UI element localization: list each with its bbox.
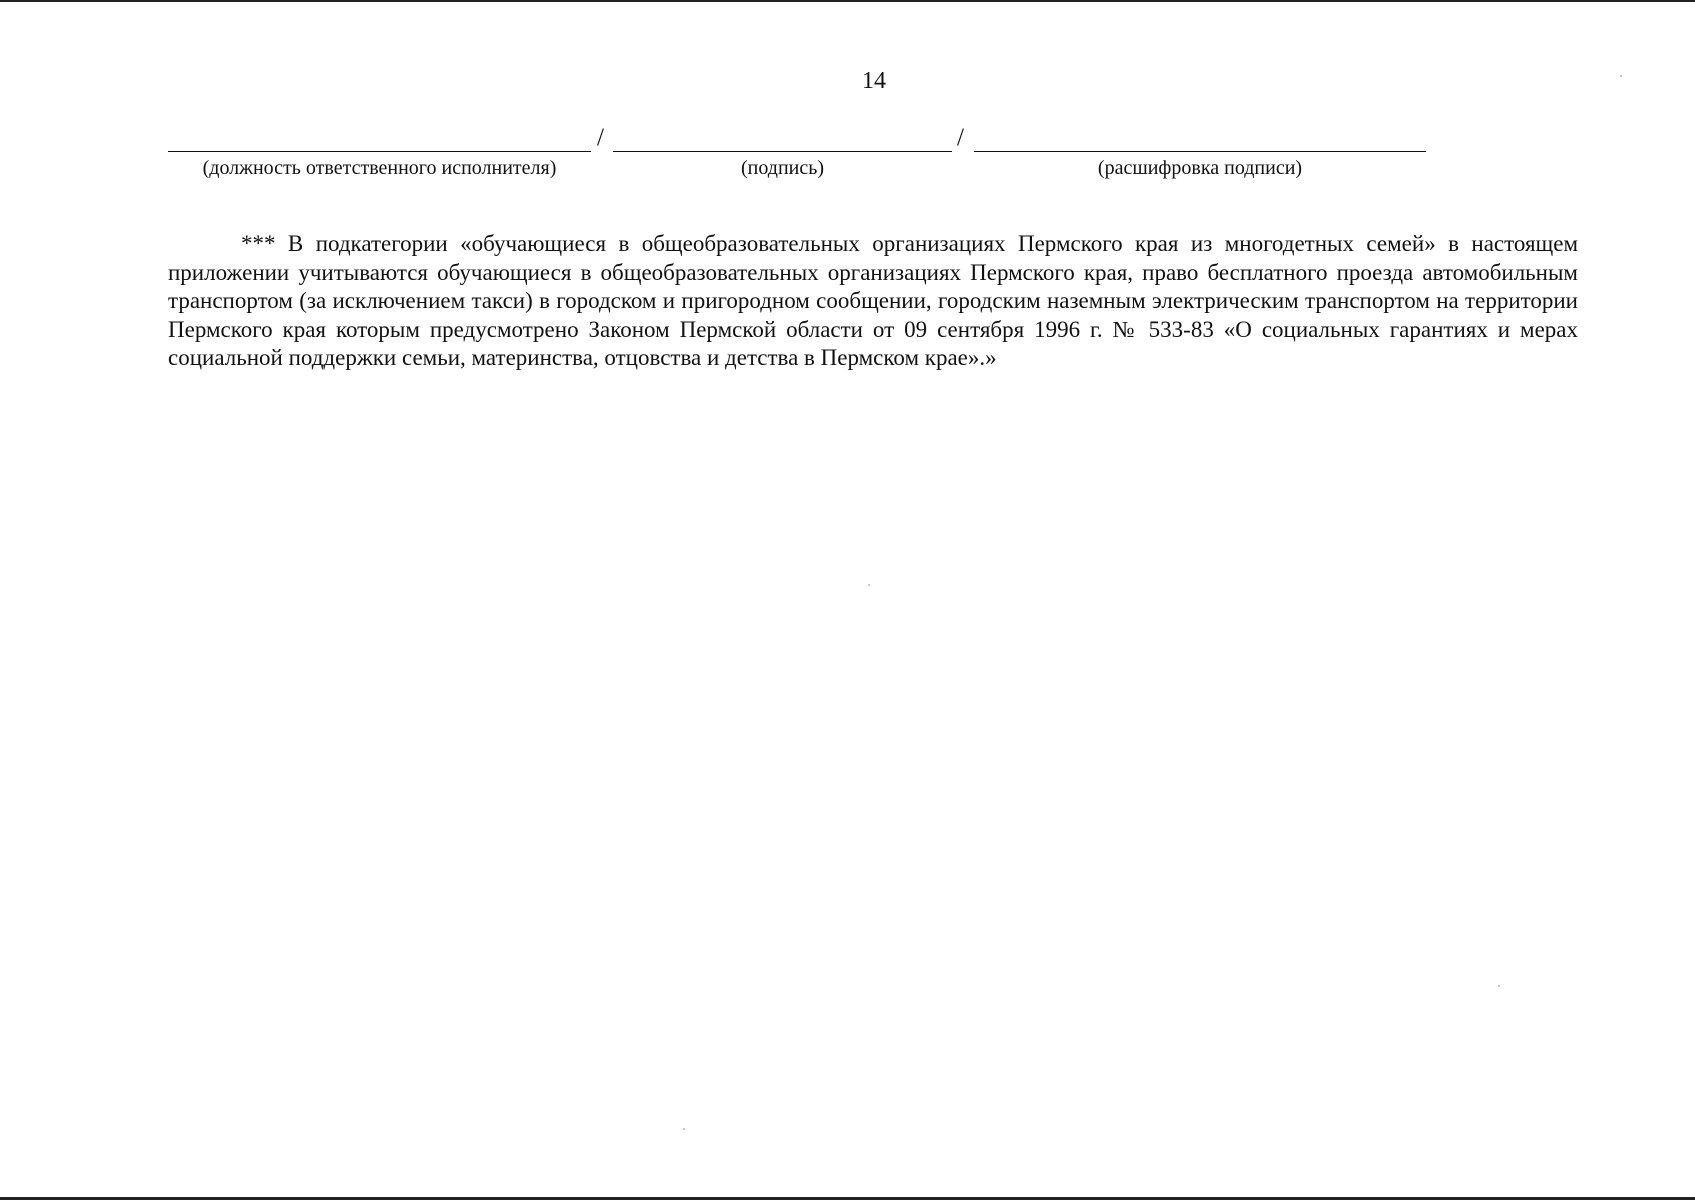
signature-line	[613, 151, 952, 152]
scan-speck	[1620, 75, 1622, 77]
page-number: 14	[862, 68, 886, 94]
signature-caption: (подпись)	[740, 157, 825, 179]
scan-edge-top	[0, 0, 1695, 2]
scan-speck	[868, 584, 870, 586]
position-line	[168, 151, 591, 152]
position-caption: (должность ответственного исполнителя)	[202, 157, 557, 179]
footnote-paragraph: *** В подкатегории «обучающиеся в общеобразовательных организациях Пермского края из многодетных семей» в настоящем приложении учитываются обучающиеся в общеобразовательных организациях Пермского края, право бесплатного проезда автомобильным транспортом (за исключением такси) в городском и пригородном сообщении, городским наземным электрическим транспортом на территории Пермского края которым предусмотрено Законом Пермской области от 09 сентября 1996 г. № 533-83 «О социальных гарантиях и мерах социальной поддержки семьи, материнства, отцовства и детства в Пермском крае».»	[168, 231, 1578, 370]
separator-slash: /	[597, 124, 604, 151]
transcript-line	[974, 151, 1426, 152]
scan-speck	[683, 1128, 685, 1130]
scan-speck	[1498, 985, 1500, 987]
transcript-caption: (расшифровка подписи)	[1097, 157, 1303, 179]
separator-slash: /	[957, 124, 964, 151]
